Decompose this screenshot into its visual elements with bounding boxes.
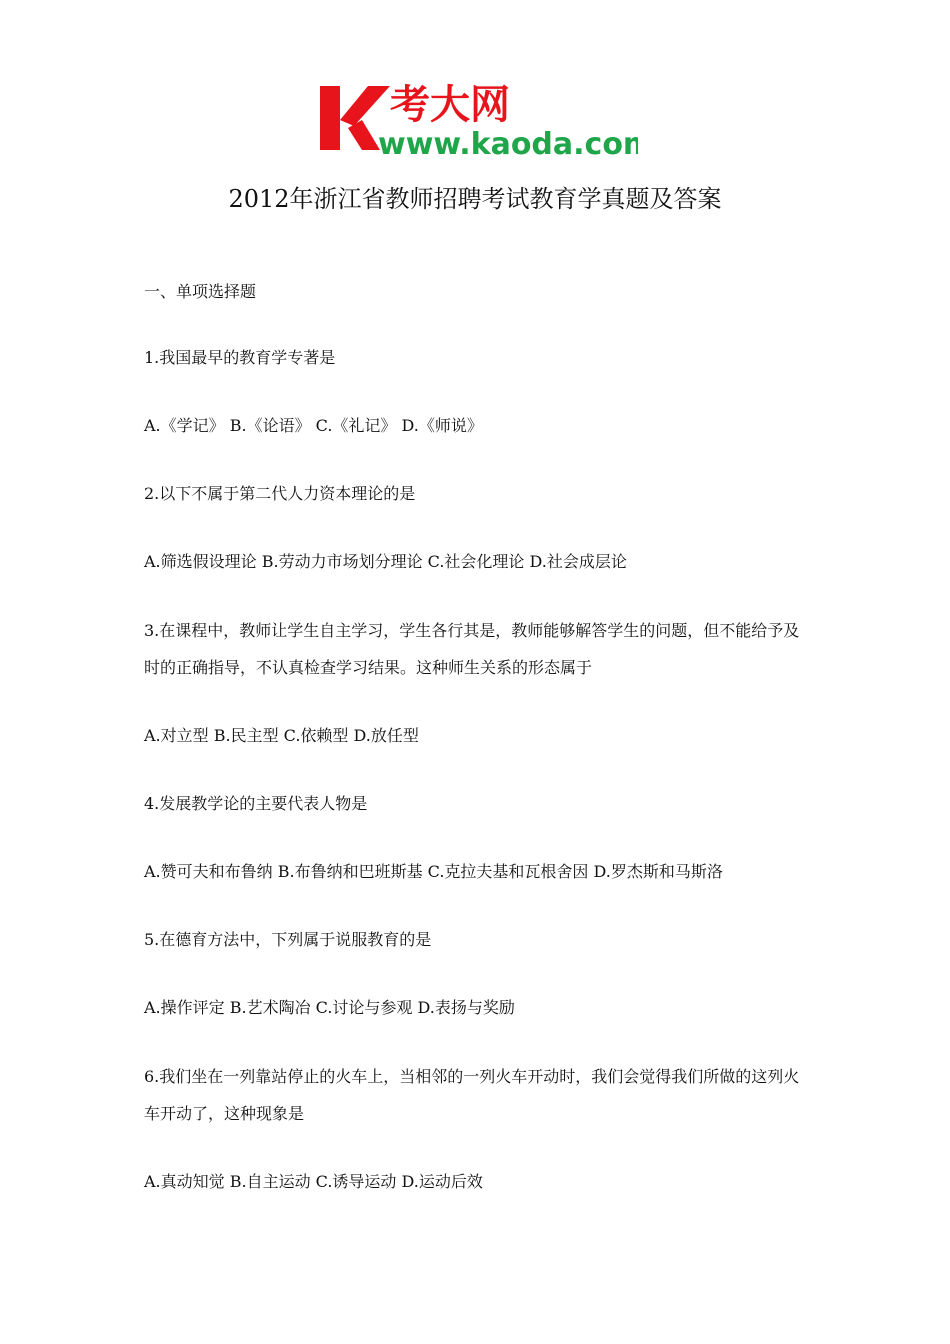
question-2-options: A.筛选假设理论 B.劳动力市场划分理论 C.社会化理论 D.社会成层论 [144, 552, 627, 571]
question-3-options: A.对立型 B.民主型 C.依赖型 D.放任型 [144, 726, 419, 745]
question-6-options: A.真动知觉 B.自主运动 C.诱导运动 D.运动后效 [144, 1172, 483, 1191]
kaoda-logo [318, 80, 638, 160]
question-1-options: A.《学记》 B.《论语》 C.《礼记》 D.《师说》 [144, 416, 483, 435]
question-4-options: A.赞可夫和布鲁纳 B.布鲁纳和巴班斯基 C.克拉夫基和瓦根舍因 D.罗杰斯和马斯洛 [144, 862, 723, 881]
question-3-stem: 3.在课程中，教师让学生自主学习，学生各行其是，教师能够解答学生的问题，但不能给予及时的正确指导，不认真检查学习结果。这种师生关系的形态属于 [144, 621, 800, 677]
logo-url-text: www.kaoda.com [378, 127, 638, 160]
question-1-stem: 1.我国最早的教育学专著是 [144, 348, 336, 367]
question-5-options: A.操作评定 B.艺术陶冶 C.讨论与参观 D.表扬与奖励 [144, 998, 515, 1017]
question-4-stem: 4.发展教学论的主要代表人物是 [144, 794, 368, 813]
logo-brand-text: 考大网 [390, 82, 510, 128]
question-2-stem: 2.以下不属于第二代人力资本理论的是 [144, 484, 416, 503]
document-title: 2012年浙江省教师招聘考试教育学真题及答案 [228, 185, 722, 213]
section-heading: 一、单项选择题 [144, 282, 257, 301]
question-5-stem: 5.在德育方法中，下列属于说服教育的是 [144, 930, 432, 949]
question-6-stem: 6.我们坐在一列靠站停止的火车上，当相邻的一列火车开动时，我们会觉得我们所做的这列火车开动了，这种现象是 [144, 1067, 800, 1123]
